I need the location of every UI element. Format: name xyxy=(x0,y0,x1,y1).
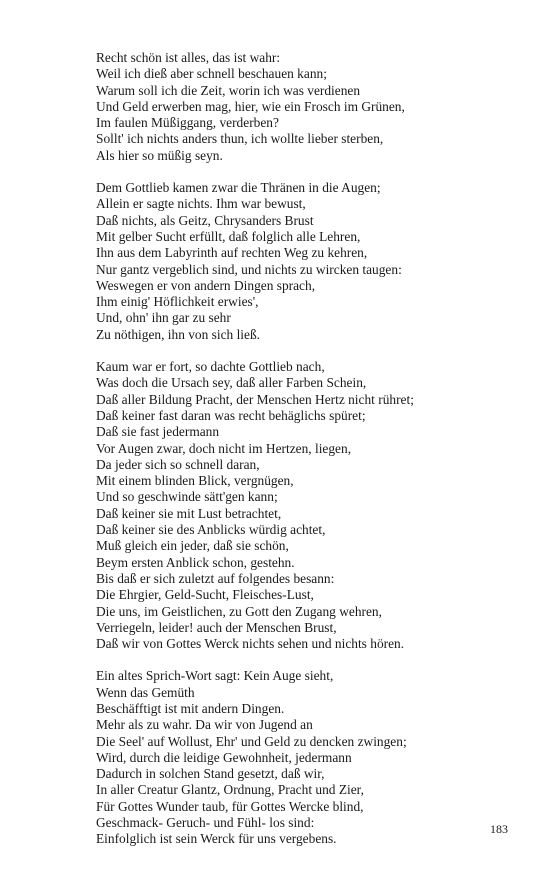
verse-line: Allein er sagte nichts. Ihm war bewust, xyxy=(96,196,306,212)
verse-line: Mehr als zu wahr. Da wir von Jugend an xyxy=(96,717,313,733)
page-number: 183 xyxy=(490,822,508,836)
verse-line: In aller Creatur Glantz, Ordnung, Pracht und Zier, xyxy=(96,782,364,798)
verse-line: Daß keiner sie mit Lust betrachtet, xyxy=(96,505,282,521)
verse-line: Muß gleich ein jeder, daß sie schön, xyxy=(96,538,289,554)
verse-line: Und so geschwinde sätt'gen kann; xyxy=(96,489,278,505)
verse-line: Die uns, im Geistlichen, zu Gott den Zugang wehren, xyxy=(96,603,382,619)
verse-line: Daß wir von Gottes Werck nichts sehen und nichts hören. xyxy=(96,636,405,652)
verse-line: Verriegeln, leider! auch der Menschen Brust, xyxy=(96,619,337,635)
verse-line: Bis daß er sich zuletzt auf folgendes besann: xyxy=(96,570,335,586)
verse-line: Mit einem blinden Blick, vergnügen, xyxy=(96,473,294,489)
verse-line: Wird, durch die leidige Gewohnheit, jedermann xyxy=(96,749,352,765)
verse-line: Mit gelber Sucht erfüllt, daß folglich alle Lehren, xyxy=(96,228,361,244)
verse-line: Was doch die Ursach sey, daß aller Farben Schein, xyxy=(96,375,367,391)
verse-line: Beym ersten Anblick schon, gestehn. xyxy=(96,554,295,570)
verse-line: Beschäfftigt ist mit andern Dingen. xyxy=(96,700,285,716)
stanza xyxy=(96,180,526,343)
stanza xyxy=(96,50,526,164)
verse-line: Weswegen er von andern Dingen sprach, xyxy=(96,277,316,293)
verse-line: Kaum war er fort, so dachte Gottlieb nach, xyxy=(96,359,325,375)
verse-line: Recht schön ist alles, das ist wahr: xyxy=(96,50,281,65)
verse-line: Und, ohn' ihn gar zu sehr xyxy=(96,310,231,326)
poem-text xyxy=(96,50,526,864)
verse-line: Weil ich dieß aber schnell beschauen kann; xyxy=(96,66,327,82)
verse-line: Daß nichts, als Geitz, Chrysanders Brust xyxy=(96,212,314,228)
verse-line: Ein altes Sprich-Wort sagt: Kein Auge sieht, xyxy=(96,668,334,684)
verse-line: Dadurch in solchen Stand gesetzt, daß wir, xyxy=(96,766,325,782)
stanza xyxy=(96,359,526,652)
verse-line: Vor Augen zwar, doch nicht im Hertzen, liegen, xyxy=(96,440,352,456)
verse-line: Für Gottes Wunder taub, für Gottes Wercke blind, xyxy=(96,798,364,814)
verse-line: Ihn aus dem Labyrinth auf rechten Weg zu kehren, xyxy=(96,245,368,261)
verse-line: Nur gantz vergeblich sind, und nichts zu wircken taugen: xyxy=(96,261,402,277)
verse-line: Daß aller Bildung Pracht, der Menschen Hertz nicht rühret; xyxy=(96,391,414,407)
verse-line: Wenn das Gemüth xyxy=(96,684,195,700)
verse-line: Und Geld erwerben mag, hier, wie ein Frosch im Grünen, xyxy=(96,98,405,114)
verse-line: Geschmack- Geruch- und Fühl- los sind: xyxy=(96,815,315,831)
verse-line: Sollt' ich nichts anders thun, ich wollte lieber sterben, xyxy=(96,131,384,147)
verse-line: Als hier so müßig seyn. xyxy=(96,147,223,163)
verse-line: Daß sie fast jedermann xyxy=(96,424,220,440)
verse-line: Zu nöthigen, ihn von sich ließ. xyxy=(96,326,261,342)
verse-line: Daß keiner fast daran was recht behäglichs spüret; xyxy=(96,407,366,423)
verse-line: Daß keiner sie des Anblicks würdig achtet, xyxy=(96,522,326,538)
verse-line: Die Ehrgier, Geld-Sucht, Fleisches-Lust, xyxy=(96,587,314,603)
verse-line: Die Seel' auf Wollust, Ehr' und Geld zu dencken zwingen; xyxy=(96,733,407,749)
verse-line: Ihm einig' Höflichkeit erwies', xyxy=(96,294,259,310)
verse-line: Dem Gottlieb kamen zwar die Thränen in die Augen; xyxy=(96,180,381,196)
verse-line: Einfolglich ist sein Werck für uns vergebens. xyxy=(96,831,337,847)
stanza xyxy=(96,668,526,847)
verse-line: Da jeder sich so schnell daran, xyxy=(96,456,260,472)
verse-line: Warum soll ich die Zeit, worin ich was verdienen xyxy=(96,82,361,98)
verse-line: Im faulen Müßiggang, verderben? xyxy=(96,115,279,131)
